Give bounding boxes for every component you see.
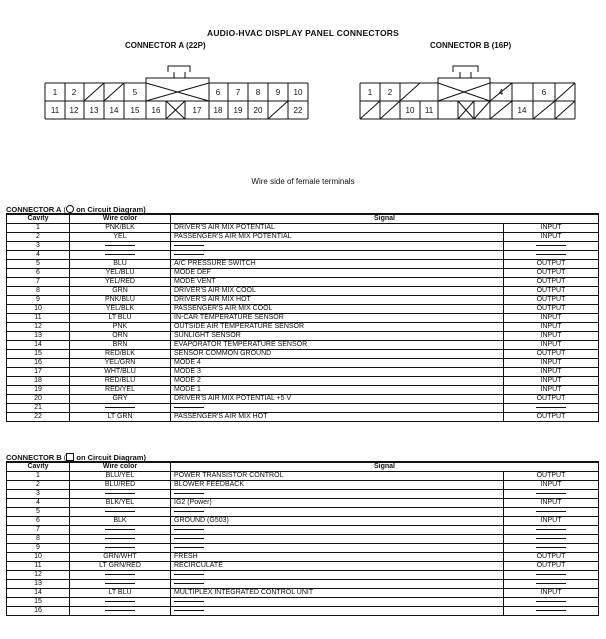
cavity-b-4: 4 bbox=[498, 88, 504, 97]
wire-color-cell bbox=[70, 535, 171, 544]
direction-cell: INPUT bbox=[504, 341, 599, 350]
connector-b-face bbox=[0, 0, 606, 150]
signal-cell: DRIVER'S AIR MIX COOL bbox=[171, 287, 504, 296]
cavity-cell: 19 bbox=[7, 386, 70, 395]
cavity-cell: 6 bbox=[7, 269, 70, 278]
signal-cell: POWER TRANSISTOR CONTROL bbox=[171, 472, 504, 481]
column-header-cavity: Cavity bbox=[7, 462, 70, 472]
cavity-a-17: 17 bbox=[192, 106, 202, 115]
cavity-a-2: 2 bbox=[71, 88, 77, 97]
direction-cell bbox=[504, 544, 599, 553]
table-row bbox=[7, 481, 599, 490]
table-row bbox=[7, 598, 599, 607]
cavity-cell: 1 bbox=[7, 224, 70, 233]
unused-dash bbox=[105, 254, 135, 255]
cavity-cell: 17 bbox=[7, 368, 70, 377]
cavity-b-10: 10 bbox=[405, 106, 415, 115]
wire-color-cell bbox=[70, 251, 171, 260]
wire-color-cell: PNK/BLK bbox=[70, 224, 171, 233]
table-row bbox=[7, 499, 599, 508]
signal-cell: IN-CAR TEMPERATURE SENSOR bbox=[171, 314, 504, 323]
cavity-cell: 3 bbox=[7, 490, 70, 499]
direction-cell bbox=[504, 607, 599, 616]
unused-dash bbox=[536, 511, 566, 512]
direction-cell: INPUT bbox=[504, 332, 599, 341]
signal-cell bbox=[171, 571, 504, 580]
cavity-cell: 12 bbox=[7, 571, 70, 580]
cavity-cell: 8 bbox=[7, 287, 70, 296]
direction-cell: OUTPUT bbox=[504, 278, 599, 287]
direction-cell: OUTPUT bbox=[504, 350, 599, 359]
direction-cell: OUTPUT bbox=[504, 472, 599, 481]
unused-dash bbox=[536, 547, 566, 548]
cavity-cell: 16 bbox=[7, 359, 70, 368]
table-row bbox=[7, 553, 599, 562]
unused-dash bbox=[105, 601, 135, 602]
cavity-b-11: 11 bbox=[424, 106, 434, 115]
cavity-cell: 13 bbox=[7, 580, 70, 589]
column-header-wire-color: Wire color bbox=[70, 214, 171, 224]
wire-color-cell bbox=[70, 544, 171, 553]
wire-color-cell bbox=[70, 404, 171, 413]
unused-dash bbox=[174, 610, 204, 611]
table-row bbox=[7, 562, 599, 571]
wire-color-cell: BLU bbox=[70, 260, 171, 269]
signal-cell: SENSOR COMMON GROUND bbox=[171, 350, 504, 359]
cavity-a-1: 1 bbox=[52, 88, 58, 97]
table-row bbox=[7, 359, 599, 368]
unused-dash bbox=[174, 245, 204, 246]
unused-dash bbox=[174, 511, 204, 512]
cavity-b-2: 2 bbox=[387, 88, 393, 97]
wire-color-cell: YEL/BLK bbox=[70, 305, 171, 314]
signal-cell: PASSENGER'S AIR MIX COOL bbox=[171, 305, 504, 314]
signal-cell: MULTIPLEX INTEGRATED CONTROL UNIT bbox=[171, 589, 504, 598]
wire-color-cell: BLK bbox=[70, 517, 171, 526]
column-header-cavity: Cavity bbox=[7, 214, 70, 224]
wire-color-cell: LT GRN/RED bbox=[70, 562, 171, 571]
wire-color-cell bbox=[70, 508, 171, 517]
direction-cell: INPUT bbox=[504, 499, 599, 508]
connector-b-table bbox=[6, 461, 599, 616]
connector-b-table-title: CONNECTOR B ( on Circuit Diagram) bbox=[6, 453, 146, 462]
unused-dash bbox=[174, 254, 204, 255]
cavity-a-13: 13 bbox=[89, 106, 99, 115]
wire-color-cell: WHT/BLU bbox=[70, 368, 171, 377]
table-row bbox=[7, 517, 599, 526]
direction-cell: INPUT bbox=[504, 589, 599, 598]
table-row bbox=[7, 323, 599, 332]
cavity-a-11: 11 bbox=[50, 106, 60, 115]
signal-cell bbox=[171, 598, 504, 607]
direction-cell bbox=[504, 404, 599, 413]
unused-dash bbox=[174, 583, 204, 584]
wire-color-cell: GRN/WHT bbox=[70, 553, 171, 562]
table-row bbox=[7, 589, 599, 598]
direction-cell: OUTPUT bbox=[504, 413, 599, 422]
wire-side-caption: Wire side of female terminals bbox=[251, 177, 355, 186]
wire-color-cell bbox=[70, 490, 171, 499]
signal-cell: FRESH bbox=[171, 553, 504, 562]
cavity-a-9: 9 bbox=[275, 88, 281, 97]
direction-cell bbox=[504, 251, 599, 260]
unused-dash bbox=[105, 529, 135, 530]
signal-cell: IG2 (Power) bbox=[171, 499, 504, 508]
cavity-a-7: 7 bbox=[235, 88, 241, 97]
cavity-cell: 4 bbox=[7, 251, 70, 260]
signal-cell bbox=[171, 404, 504, 413]
wire-color-cell: YEL bbox=[70, 233, 171, 242]
unused-dash bbox=[105, 493, 135, 494]
unused-dash bbox=[536, 529, 566, 530]
unused-dash bbox=[536, 245, 566, 246]
cavity-cell: 18 bbox=[7, 377, 70, 386]
table-row bbox=[7, 386, 599, 395]
direction-cell bbox=[504, 535, 599, 544]
unused-dash bbox=[536, 407, 566, 408]
wire-color-cell: BRN bbox=[70, 341, 171, 350]
table-row bbox=[7, 296, 599, 305]
unused-dash bbox=[174, 538, 204, 539]
direction-cell: INPUT bbox=[504, 368, 599, 377]
wire-color-cell: GRN bbox=[70, 287, 171, 296]
direction-cell: OUTPUT bbox=[504, 260, 599, 269]
cavity-a-22: 22 bbox=[293, 106, 303, 115]
table-row bbox=[7, 305, 599, 314]
signal-cell bbox=[171, 490, 504, 499]
cavity-a-8: 8 bbox=[255, 88, 261, 97]
wire-color-cell bbox=[70, 598, 171, 607]
direction-cell: OUTPUT bbox=[504, 287, 599, 296]
table-row bbox=[7, 526, 599, 535]
connector-b-title: CONNECTOR B (16P) bbox=[430, 41, 512, 50]
table-row bbox=[7, 395, 599, 404]
signal-cell bbox=[171, 544, 504, 553]
table-row bbox=[7, 580, 599, 589]
unused-dash bbox=[536, 574, 566, 575]
wire-color-cell: PNK/BLU bbox=[70, 296, 171, 305]
table-row bbox=[7, 535, 599, 544]
table-row bbox=[7, 404, 599, 413]
cavity-cell: 9 bbox=[7, 544, 70, 553]
cavity-a-18: 18 bbox=[213, 106, 223, 115]
signal-cell: MODE 3 bbox=[171, 368, 504, 377]
table-row bbox=[7, 607, 599, 616]
unused-dash bbox=[105, 538, 135, 539]
direction-cell bbox=[504, 598, 599, 607]
wire-color-cell: RED/BLK bbox=[70, 350, 171, 359]
unused-dash bbox=[536, 254, 566, 255]
direction-cell: INPUT bbox=[504, 323, 599, 332]
signal-cell bbox=[171, 508, 504, 517]
table-row bbox=[7, 544, 599, 553]
direction-cell: INPUT bbox=[504, 377, 599, 386]
signal-cell: MODE 4 bbox=[171, 359, 504, 368]
cavity-a-12: 12 bbox=[69, 106, 79, 115]
cavity-a-10: 10 bbox=[293, 88, 303, 97]
signal-cell: BLOWER FEEDBACK bbox=[171, 481, 504, 490]
cavity-a-6: 6 bbox=[215, 88, 221, 97]
table-row bbox=[7, 350, 599, 359]
unused-dash bbox=[174, 574, 204, 575]
cavity-cell: 7 bbox=[7, 278, 70, 287]
unused-dash bbox=[536, 601, 566, 602]
direction-cell bbox=[504, 571, 599, 580]
table-row bbox=[7, 242, 599, 251]
cavity-cell: 4 bbox=[7, 499, 70, 508]
wire-color-cell: YEL/RED bbox=[70, 278, 171, 287]
signal-cell bbox=[171, 580, 504, 589]
signal-cell bbox=[171, 535, 504, 544]
wire-color-cell: RED/YEL bbox=[70, 386, 171, 395]
table-row bbox=[7, 368, 599, 377]
signal-cell: PASSENGER'S AIR MIX POTENTIAL bbox=[171, 233, 504, 242]
cavity-cell: 20 bbox=[7, 395, 70, 404]
signal-cell: A/C PRESSURE SWITCH bbox=[171, 260, 504, 269]
cavity-b-6: 6 bbox=[541, 88, 547, 97]
table-row bbox=[7, 508, 599, 517]
connector-a-table bbox=[6, 213, 599, 422]
wire-color-cell: LT GRN bbox=[70, 413, 171, 422]
direction-cell: INPUT bbox=[504, 386, 599, 395]
table-row bbox=[7, 341, 599, 350]
unused-dash bbox=[174, 493, 204, 494]
direction-cell: INPUT bbox=[504, 517, 599, 526]
signal-cell bbox=[171, 526, 504, 535]
wire-color-cell: YEL/BLU bbox=[70, 269, 171, 278]
signal-cell: MODE 2 bbox=[171, 377, 504, 386]
direction-cell: OUTPUT bbox=[504, 395, 599, 404]
table-row bbox=[7, 233, 599, 242]
cavity-a-15: 15 bbox=[130, 106, 140, 115]
cavity-cell: 15 bbox=[7, 350, 70, 359]
signal-cell bbox=[171, 607, 504, 616]
table-row bbox=[7, 251, 599, 260]
page-title: AUDIO-HVAC DISPLAY PANEL CONNECTORS bbox=[207, 28, 399, 38]
wire-color-cell: BLU/RED bbox=[70, 481, 171, 490]
cavity-cell: 1 bbox=[7, 472, 70, 481]
table-row bbox=[7, 490, 599, 499]
table-row bbox=[7, 269, 599, 278]
cavity-cell: 5 bbox=[7, 260, 70, 269]
direction-cell: OUTPUT bbox=[504, 269, 599, 278]
cavity-cell: 5 bbox=[7, 508, 70, 517]
cavity-cell: 14 bbox=[7, 341, 70, 350]
cavity-cell: 16 bbox=[7, 607, 70, 616]
connector-a-table-title: CONNECTOR A ( on Circuit Diagram) bbox=[6, 205, 146, 214]
cavity-cell: 6 bbox=[7, 517, 70, 526]
direction-cell bbox=[504, 508, 599, 517]
cavity-a-5: 5 bbox=[132, 88, 138, 97]
cavity-cell: 11 bbox=[7, 314, 70, 323]
signal-cell: RECIRCULATE bbox=[171, 562, 504, 571]
unused-dash bbox=[105, 574, 135, 575]
table-row bbox=[7, 571, 599, 580]
signal-cell: MODE DEF bbox=[171, 269, 504, 278]
signal-cell: EVAPORATOR TEMPERATURE SENSOR bbox=[171, 341, 504, 350]
column-header-signal: Signal bbox=[171, 214, 599, 224]
cavity-a-20: 20 bbox=[253, 106, 263, 115]
cavity-cell: 9 bbox=[7, 296, 70, 305]
table-row bbox=[7, 472, 599, 481]
direction-cell: INPUT bbox=[504, 314, 599, 323]
wire-color-cell bbox=[70, 526, 171, 535]
direction-cell: OUTPUT bbox=[504, 562, 599, 571]
wire-color-cell: RED/BLU bbox=[70, 377, 171, 386]
direction-cell: OUTPUT bbox=[504, 553, 599, 562]
cavity-cell: 10 bbox=[7, 305, 70, 314]
table-row bbox=[7, 332, 599, 341]
unused-dash bbox=[536, 583, 566, 584]
unused-dash bbox=[174, 547, 204, 548]
table-row bbox=[7, 287, 599, 296]
unused-dash bbox=[174, 529, 204, 530]
cavity-cell: 15 bbox=[7, 598, 70, 607]
unused-dash bbox=[105, 610, 135, 611]
table-row bbox=[7, 260, 599, 269]
table-row bbox=[7, 377, 599, 386]
direction-cell bbox=[504, 242, 599, 251]
cavity-a-14: 14 bbox=[109, 106, 119, 115]
wire-color-cell: BLK/YEL bbox=[70, 499, 171, 508]
signal-cell: MODE VENT bbox=[171, 278, 504, 287]
direction-cell: INPUT bbox=[504, 224, 599, 233]
signal-cell bbox=[171, 242, 504, 251]
wire-color-cell: LT BLU bbox=[70, 589, 171, 598]
connector-a-title: CONNECTOR A (22P) bbox=[125, 41, 206, 50]
unused-dash bbox=[536, 493, 566, 494]
table-row bbox=[7, 314, 599, 323]
unused-dash bbox=[105, 583, 135, 584]
table-row bbox=[7, 413, 599, 422]
cavity-a-19: 19 bbox=[233, 106, 243, 115]
cavity-cell: 11 bbox=[7, 562, 70, 571]
table-row bbox=[7, 278, 599, 287]
wire-color-cell: LT BLU bbox=[70, 314, 171, 323]
cavity-cell: 2 bbox=[7, 233, 70, 242]
circle-symbol-icon bbox=[66, 205, 74, 213]
wire-color-cell: ORN bbox=[70, 332, 171, 341]
direction-cell: INPUT bbox=[504, 481, 599, 490]
direction-cell bbox=[504, 526, 599, 535]
unused-dash bbox=[174, 407, 204, 408]
column-header-signal: Signal bbox=[171, 462, 599, 472]
cavity-b-14: 14 bbox=[517, 106, 527, 115]
wire-color-cell bbox=[70, 242, 171, 251]
unused-dash bbox=[105, 547, 135, 548]
cavity-cell: 21 bbox=[7, 404, 70, 413]
direction-cell: OUTPUT bbox=[504, 296, 599, 305]
unused-dash bbox=[536, 610, 566, 611]
cavity-cell: 7 bbox=[7, 526, 70, 535]
wire-color-cell bbox=[70, 607, 171, 616]
unused-dash bbox=[174, 601, 204, 602]
signal-cell: DRIVER'S AIR MIX POTENTIAL bbox=[171, 224, 504, 233]
column-header-wire-color: Wire color bbox=[70, 462, 171, 472]
wire-color-cell: GRY bbox=[70, 395, 171, 404]
cavity-cell: 8 bbox=[7, 535, 70, 544]
cavity-cell: 10 bbox=[7, 553, 70, 562]
wire-color-cell: BLU/YEL bbox=[70, 472, 171, 481]
signal-cell: PASSENGER'S AIR MIX HOT bbox=[171, 413, 504, 422]
cavity-cell: 13 bbox=[7, 332, 70, 341]
cavity-cell: 22 bbox=[7, 413, 70, 422]
wire-color-cell: PNK bbox=[70, 323, 171, 332]
cavity-a-16: 16 bbox=[151, 106, 161, 115]
unused-dash bbox=[105, 511, 135, 512]
cavity-cell: 12 bbox=[7, 323, 70, 332]
signal-cell: GROUND (G503) bbox=[171, 517, 504, 526]
signal-cell: SUNLIGHT SENSOR bbox=[171, 332, 504, 341]
cavity-b-1: 1 bbox=[367, 88, 373, 97]
direction-cell bbox=[504, 580, 599, 589]
cavity-cell: 14 bbox=[7, 589, 70, 598]
unused-dash bbox=[105, 407, 135, 408]
direction-cell bbox=[504, 490, 599, 499]
wire-color-cell bbox=[70, 580, 171, 589]
signal-cell: DRIVER'S AIR MIX HOT bbox=[171, 296, 504, 305]
wire-color-cell: YEL/GRN bbox=[70, 359, 171, 368]
signal-cell: DRIVER'S AIR MIX POTENTIAL +5 V bbox=[171, 395, 504, 404]
direction-cell: OUTPUT bbox=[504, 305, 599, 314]
table-row bbox=[7, 224, 599, 233]
direction-cell: INPUT bbox=[504, 233, 599, 242]
unused-dash bbox=[105, 245, 135, 246]
cavity-cell: 2 bbox=[7, 481, 70, 490]
signal-cell: OUTSIDE AIR TEMPERATURE SENSOR bbox=[171, 323, 504, 332]
signal-cell bbox=[171, 251, 504, 260]
signal-cell: MODE 1 bbox=[171, 386, 504, 395]
wire-color-cell bbox=[70, 571, 171, 580]
direction-cell: INPUT bbox=[504, 359, 599, 368]
unused-dash bbox=[536, 538, 566, 539]
cavity-cell: 3 bbox=[7, 242, 70, 251]
